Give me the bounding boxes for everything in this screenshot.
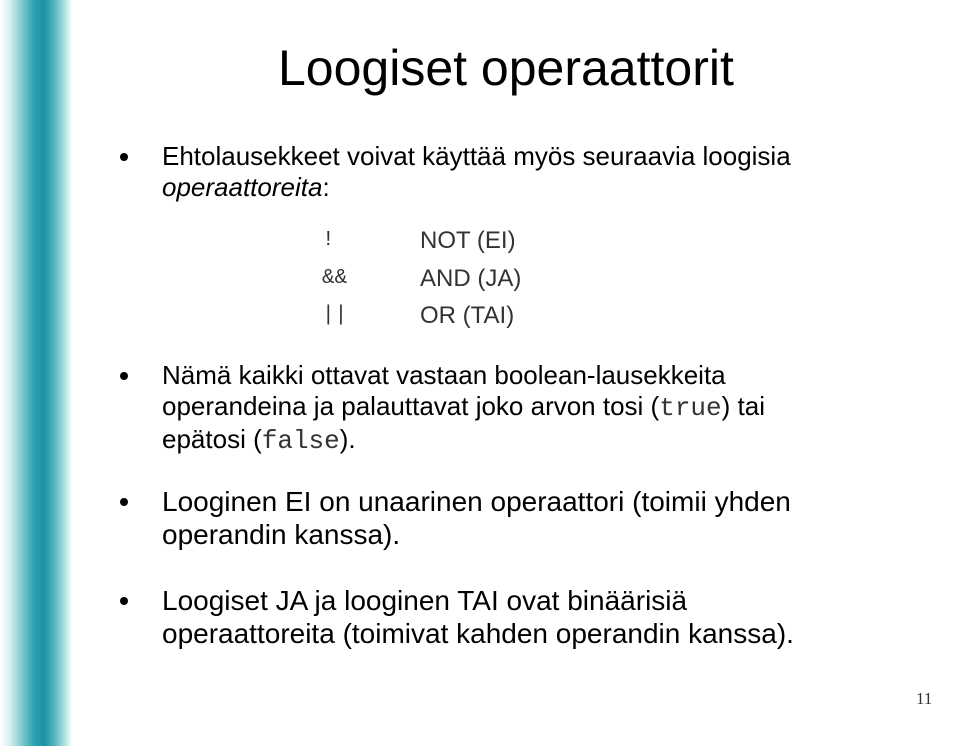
bullet-text: [162, 141, 952, 203]
operator-row-and: [322, 262, 582, 298]
bullet-dot: [120, 372, 128, 380]
bullet-text: [162, 584, 952, 650]
bullet-dot: [120, 597, 128, 605]
bullet-item-binary-and-or: [120, 584, 950, 656]
bullet-line-text: Ehtolausekkeet voivat käyttää myös seuraavia loogisia: [162, 141, 791, 171]
operator-symbol: !: [322, 229, 335, 252]
bullet-line: [162, 141, 952, 172]
bullet-line: [162, 424, 952, 457]
bullet-line-text: epätosi (: [162, 424, 262, 454]
bullet-line: [162, 360, 952, 391]
bullet-line-text: Nämä kaikki ottavat vastaan boolean-lausekkeita: [162, 360, 726, 390]
bullet-item-boolean-operands: [120, 360, 950, 460]
bullet-line-text: ).: [339, 424, 356, 454]
bullet-line: Loogiset JA ja looginen TAI ovat binäärisiä: [162, 585, 688, 616]
page-number: 11: [916, 689, 933, 708]
code-true: true: [659, 393, 722, 423]
bullet-item-unary-not: [120, 485, 950, 557]
slide-title: Loogiset operaattorit: [278, 40, 734, 96]
bullet-line: Looginen EI on unaarinen operaattori (toimii yhden: [162, 486, 791, 517]
bullet-line: [162, 391, 952, 424]
italic-term: operaattoreita: [162, 172, 323, 202]
bullet-dot: [120, 153, 128, 161]
operator-symbol: ||: [322, 304, 348, 327]
code-false: false: [261, 426, 340, 456]
bullet-line: operaattoreita (toimivat kahden operandin kanssa).: [162, 618, 794, 649]
bullet-item-conditionals: [120, 141, 950, 211]
bullet-line-text: ) tai: [721, 391, 765, 421]
operator-row-or: [322, 299, 582, 335]
bullet-line-text: :: [322, 172, 330, 202]
operator-row-not: [322, 224, 582, 260]
bullet-dot: [120, 498, 128, 506]
operator-meaning: AND (JA): [420, 265, 522, 292]
bullet-line-text: operandeina ja palauttavat joko arvon tosi (: [162, 391, 660, 421]
operator-symbol: &&: [322, 267, 348, 290]
operator-meaning: OR (TAI): [420, 302, 515, 329]
bullet-text: [162, 485, 952, 551]
bullet-line: [162, 172, 952, 203]
bullet-text: [162, 360, 952, 457]
decorative-side-bar: [0, 0, 72, 746]
bullet-line: operandin kanssa).: [162, 519, 401, 550]
operator-meaning: NOT (EI): [420, 227, 516, 254]
